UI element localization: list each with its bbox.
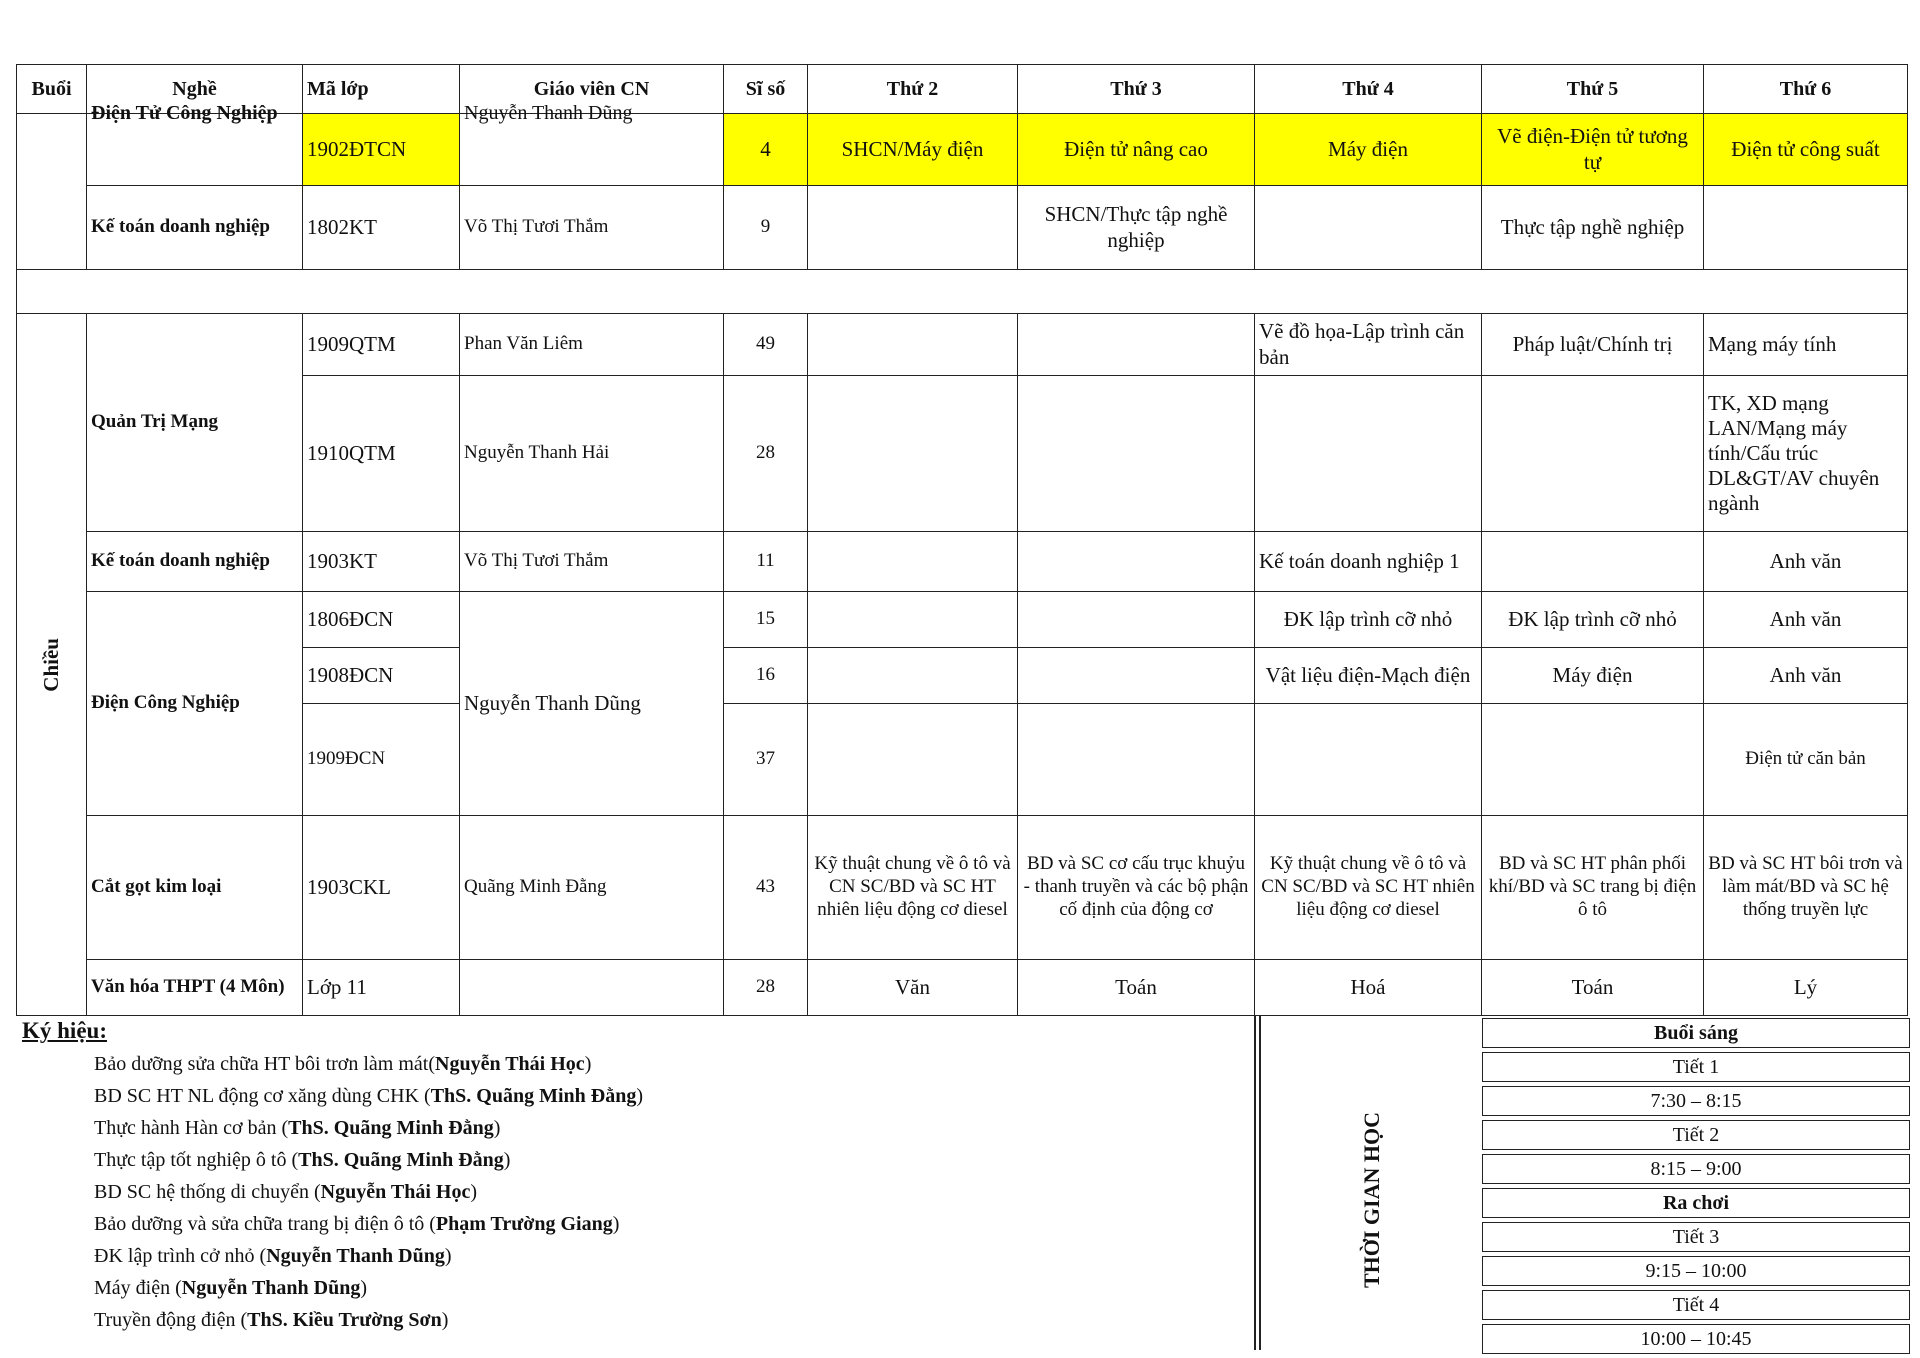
col-nghe: Nghề — [87, 65, 303, 114]
col-thu5: Thứ 5 — [1482, 65, 1704, 114]
legend-item-end: ) — [444, 1245, 452, 1267]
giao-vien-cell — [460, 102, 724, 186]
si-so-cell: 16 — [724, 648, 808, 704]
time-row: 9:15 – 10:00 — [1482, 1256, 1910, 1286]
ma-lop-cell: 1910QTM — [303, 376, 460, 532]
thu6-cell — [1704, 186, 1908, 270]
legend-item — [94, 1208, 1248, 1240]
ma-lop-cell: 1806ĐCN — [303, 592, 460, 648]
legend-item-teacher: Nguyễn Thanh Dũng — [266, 1245, 445, 1267]
thu2-cell: SHCN/Máy điện — [808, 114, 1018, 186]
time-row: 7:30 – 8:15 — [1482, 1086, 1910, 1116]
giao-vien-cell — [460, 960, 724, 1016]
col-thu6: Thứ 6 — [1704, 65, 1908, 114]
thu4-cell — [1255, 186, 1482, 270]
legend-item-text: Bảo dưỡng và sửa chữa trang bị điện ô tô ( — [94, 1213, 436, 1235]
ma-lop-cell: 1802KT — [303, 186, 460, 270]
nghe-cell — [87, 102, 303, 186]
thu6-cell: BD và SC HT bôi trơn và làm mát/BD và SC hệ thống truyền lực — [1704, 816, 1908, 960]
thu3-cell: BD và SC cơ cấu trục khuỷu - thanh truyền và các bộ phận cố định của động cơ — [1018, 816, 1255, 960]
legend-item-teacher: ThS. Quãng Minh Đằng — [430, 1085, 637, 1107]
legend-item — [94, 1112, 1248, 1144]
time-heading: Ra chơi — [1482, 1188, 1910, 1218]
si-so-cell: 15 — [724, 592, 808, 648]
thu2-cell — [808, 376, 1018, 532]
legend-item-end: ) — [360, 1277, 368, 1299]
thu4-cell: Vẽ đồ họa-Lập trình căn bản — [1255, 314, 1482, 376]
thu6-cell: Anh văn — [1704, 532, 1908, 592]
time-row: Tiết 3 — [1482, 1222, 1910, 1252]
legend-item-text: ĐK lập trình cở nhỏ ( — [94, 1245, 267, 1267]
time-table — [1482, 1018, 1910, 1358]
legend-item-text: Truyền động điện ( — [94, 1309, 248, 1331]
time-row: Tiết 1 — [1482, 1052, 1910, 1082]
buoi-cell-top — [17, 114, 87, 270]
legend-item-end: ) — [441, 1309, 449, 1331]
legend-item-end: ) — [503, 1149, 511, 1171]
col-si-so: Sĩ số — [724, 65, 808, 114]
legend-item — [94, 1144, 1248, 1176]
thu4-cell — [1255, 376, 1482, 532]
thu2-cell — [808, 704, 1018, 816]
legend-item-end: ) — [612, 1213, 620, 1235]
ma-lop-cell: Lớp 11 — [303, 960, 460, 1016]
legend-item-teacher: Nguyễn Thanh Dũng — [181, 1277, 361, 1299]
legend-item-text: Máy điện ( — [94, 1277, 182, 1299]
col-thu2: Thứ 2 — [808, 65, 1018, 114]
thu2-cell: Kỹ thuật chung về ô tô và CN SC/BD và SC HT nhiên liệu động cơ diesel — [808, 816, 1018, 960]
spacer-row — [17, 270, 1908, 314]
thu5-cell — [1482, 376, 1704, 532]
thu6-cell: Anh văn — [1704, 648, 1908, 704]
buoi-chieu-label: Chiều — [38, 637, 63, 692]
nghe-cell: Cắt gọt kim loại — [87, 816, 303, 960]
nghe-cell: Kế toán doanh nghiệp — [87, 186, 303, 270]
ma-lop-cell: 1902ĐTCN — [303, 114, 460, 186]
legend-item-teacher: ThS. Quãng Minh Đằng — [288, 1117, 494, 1139]
legend-item — [94, 1304, 1248, 1336]
divider — [1259, 1016, 1261, 1350]
legend-item-teacher: Phạm Trường Giang — [435, 1213, 613, 1235]
ma-lop-cell: 1903CKL — [303, 816, 460, 960]
legend-item — [94, 1240, 1248, 1272]
header-row — [17, 65, 1908, 114]
si-so-cell: 4 — [724, 114, 808, 186]
thu4-cell: ĐK lập trình cỡ nhỏ — [1255, 592, 1482, 648]
legend-item-teacher: Nguyễn Thái Học — [320, 1181, 471, 1203]
nghe-cell: Văn hóa THPT (4 Môn) — [87, 960, 303, 1016]
table-row — [17, 816, 1908, 960]
si-so-cell: 49 — [724, 314, 808, 376]
thu3-cell: Điện tử nâng cao — [1018, 114, 1255, 186]
legend-title: Ký hiệu: — [22, 1018, 107, 1043]
thu2-cell — [808, 314, 1018, 376]
ma-lop-cell: 1909QTM — [303, 314, 460, 376]
thu3-cell — [1018, 704, 1255, 816]
thu3-cell — [1018, 648, 1255, 704]
thu5-cell: Toán — [1482, 960, 1704, 1016]
thu4-cell — [1255, 704, 1482, 816]
legend-item — [94, 1048, 1248, 1080]
giao-vien-cell: Nguyễn Thanh Hải — [460, 376, 724, 532]
divider — [1254, 1016, 1256, 1350]
col-thu4: Thứ 4 — [1255, 65, 1482, 114]
legend-item-end: ) — [636, 1085, 643, 1107]
legend-item — [94, 1176, 1248, 1208]
legend-item-text: Thực tập tốt nghiệp ô tô ( — [94, 1149, 299, 1171]
nghe-cell: Quản Trị Mạng — [87, 314, 303, 532]
time-row: Tiết 4 — [1482, 1290, 1910, 1320]
thu5-cell: Pháp luật/Chính trị — [1482, 314, 1704, 376]
thu3-cell: SHCN/Thực tập nghề nghiệp — [1018, 186, 1255, 270]
ma-lop-cell: 1908ĐCN — [303, 648, 460, 704]
thu4-cell: Máy điện — [1255, 114, 1482, 186]
thu2-cell — [808, 592, 1018, 648]
giao-vien-cell: Võ Thị Tươi Thắm — [460, 532, 724, 592]
spacer-cell — [17, 270, 1908, 314]
thu6-cell: Lý — [1704, 960, 1908, 1016]
thu2-cell — [808, 186, 1018, 270]
giao-vien-cell: Võ Thị Tươi Thắm — [460, 186, 724, 270]
thu3-cell — [1018, 376, 1255, 532]
thu3-cell — [1018, 532, 1255, 592]
thu6-cell: Mạng máy tính — [1704, 314, 1908, 376]
table-row — [17, 114, 1908, 186]
legend-item-teacher: ThS. Kiều Trường Sơn — [247, 1309, 442, 1331]
time-label-text: THỜI GIAN HỌC — [1359, 1111, 1384, 1289]
table-row — [17, 314, 1908, 376]
legend-item-teacher: Nguyễn Thái Học — [435, 1053, 585, 1075]
thu5-cell: ĐK lập trình cỡ nhỏ — [1482, 592, 1704, 648]
thu2-cell — [808, 532, 1018, 592]
thu5-cell — [1482, 704, 1704, 816]
col-giao-vien: Giáo viên CN — [460, 65, 724, 114]
legend-list — [94, 1048, 1248, 1336]
giao-vien-cell: Quãng Minh Đằng — [460, 816, 724, 960]
si-so-cell: 28 — [724, 376, 808, 532]
thu4-cell: Hoá — [1255, 960, 1482, 1016]
col-thu3: Thứ 3 — [1018, 65, 1255, 114]
legend-item-text: Thực hành Hàn cơ bản ( — [94, 1117, 289, 1139]
thu5-cell — [1482, 532, 1704, 592]
legend-item-end: ) — [584, 1053, 592, 1075]
legend-item — [94, 1272, 1248, 1304]
thu5-cell: Vẽ điện-Điện tử tương tự — [1482, 114, 1704, 186]
thu2-cell: Văn — [808, 960, 1018, 1016]
time-label — [1352, 1050, 1392, 1350]
legend-item-teacher: ThS. Quãng Minh Đằng — [298, 1149, 504, 1171]
thu4-cell: Kỹ thuật chung về ô tô và CN SC/BD và SC HT nhiên liệu động cơ diesel — [1255, 816, 1482, 960]
time-heading: Buổi sáng — [1482, 1018, 1910, 1048]
thu3-cell — [1018, 592, 1255, 648]
table-row — [17, 592, 1908, 648]
si-so-cell: 11 — [724, 532, 808, 592]
thu5-cell: Thực tập nghề nghiệp — [1482, 186, 1704, 270]
schedule-table — [16, 64, 1908, 1016]
time-row: 8:15 – 9:00 — [1482, 1154, 1910, 1184]
cut-gv-text: Nguyễn Thanh Dũng — [464, 102, 633, 124]
ma-lop-cell: 1903KT — [303, 532, 460, 592]
legend-item-text: BD SC HT NL động cơ xăng dùng CHK ( — [94, 1085, 431, 1107]
table-row — [17, 186, 1908, 270]
thu5-cell: BD và SC HT phân phối khí/BD và SC trang bị điện ô tô — [1482, 816, 1704, 960]
thu2-cell — [808, 648, 1018, 704]
thu3-cell: Toán — [1018, 960, 1255, 1016]
table-row — [17, 532, 1908, 592]
thu6-cell: Điện tử căn bản — [1704, 704, 1908, 816]
legend-item-text: BD SC hệ thống di chuyển ( — [94, 1181, 321, 1203]
thu6-cell: TK, XD mạng LAN/Mạng máy tính/Cấu trúc DL&GT/AV chuyên ngành — [1704, 376, 1908, 532]
thu3-cell — [1018, 314, 1255, 376]
table-row — [17, 960, 1908, 1016]
si-so-cell: 28 — [724, 960, 808, 1016]
legend-item-end: ) — [493, 1117, 501, 1139]
legend-item — [94, 1080, 1248, 1112]
thu6-cell: Anh văn — [1704, 592, 1908, 648]
col-buoi: Buổi — [17, 65, 87, 114]
legend-item-text: Bảo dưỡng sửa chữa HT bôi trơn làm mát( — [94, 1053, 436, 1075]
time-row: Tiết 2 — [1482, 1120, 1910, 1150]
thu6-cell: Điện tử công suất — [1704, 114, 1908, 186]
legend-item-end: ) — [470, 1181, 477, 1203]
giao-vien-cell: Phan Văn Liêm — [460, 314, 724, 376]
nghe-cell: Kế toán doanh nghiệp — [87, 532, 303, 592]
thu5-cell: Máy điện — [1482, 648, 1704, 704]
cut-nghe-text: Điện Tử Công Nghiệp — [91, 102, 278, 124]
buoi-chieu-cell — [17, 314, 87, 1016]
nghe-cell: Điện Công Nghiệp — [87, 592, 303, 816]
si-so-cell: 37 — [724, 704, 808, 816]
thu4-cell: Kế toán doanh nghiệp 1 — [1255, 532, 1482, 592]
giao-vien-cell: Nguyễn Thanh Dũng — [460, 592, 724, 816]
legend — [18, 1018, 1248, 1348]
col-ma-lop: Mã lớp — [303, 65, 460, 114]
thu4-cell: Vật liệu điện-Mạch điện — [1255, 648, 1482, 704]
si-so-cell: 9 — [724, 186, 808, 270]
ma-lop-cell: 1909ĐCN — [303, 704, 460, 816]
time-row: 10:00 – 10:45 — [1482, 1324, 1910, 1354]
si-so-cell: 43 — [724, 816, 808, 960]
